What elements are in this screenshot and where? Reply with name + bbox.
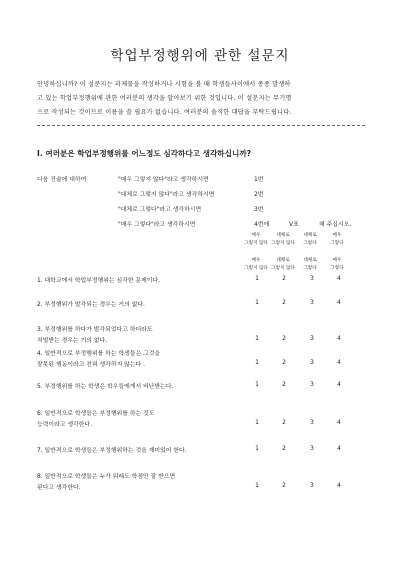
check-mark-label: V표 <box>289 222 299 228</box>
instruction-option-1-number: 1번 <box>254 177 264 183</box>
instruction-option-2: "대체로 그렇지 않다"라고 생각하시면 <box>118 192 215 198</box>
instruction-option-3: "대체로 그렇다"라고 생각하시면 <box>118 207 202 213</box>
question-text: 1. 대학교에서 학업부정행위는 심각한 문제이다. <box>37 278 161 284</box>
scale-header-line: 그렇다 <box>330 241 344 246</box>
rating-option-1[interactable]: 1 <box>255 336 259 342</box>
scale-header-line: 대체로 <box>276 258 290 263</box>
question-text: 7. 일반적으로 학생들은 부정행위하는 것을 재미있어 한다. <box>37 448 187 454</box>
scale-header-line: 대체로 <box>276 233 290 238</box>
question-text: 처벌받는 경우는 거의 없다. <box>37 338 108 344</box>
rating-option-1[interactable]: 1 <box>255 420 259 426</box>
rating-option-4[interactable]: 4 <box>337 276 341 282</box>
rating-option-4[interactable]: 4 <box>337 336 341 342</box>
scale-header-line: 그렇다 <box>330 266 344 271</box>
scale-header-line: 매우 <box>332 258 342 263</box>
question-text: 8. 일반적으로 학생들은 누가 뭐래도 학점만 잘 받으면 <box>37 474 176 480</box>
instruction-option-4: "매우 그렇다"라고 생각하시면 <box>118 222 196 228</box>
rating-option-2[interactable]: 2 <box>282 483 286 489</box>
instruction-option-2-number: 2번 <box>254 192 264 198</box>
scale-header-line: 매우 <box>251 258 261 263</box>
scale-header-line: 매우 <box>251 233 261 238</box>
intro-line: 고 있는 학업부정행위에 관한 여러분의 생각을 알아보기 위한 것입니다. 이 설문지는 무기명 <box>37 95 292 102</box>
question-text: 2. 부정행위가 발각되는 경우는 거의 없다. <box>37 302 145 308</box>
rating-option-4[interactable]: 4 <box>337 446 341 452</box>
rating-option-2[interactable]: 2 <box>282 446 286 452</box>
instruction-option-3-number: 3번 <box>254 207 264 213</box>
scale-header-line: 대체로 <box>303 258 317 263</box>
rating-option-1[interactable]: 1 <box>255 382 259 388</box>
rating-option-4[interactable]: 4 <box>337 360 341 366</box>
rating-option-2[interactable]: 2 <box>282 360 286 366</box>
question-text: 능력이라고 생각한다. <box>37 422 92 428</box>
intro-line: 안녕하십니까? 이 설문지는 과제물을 작성하거나 시험을 볼 때 학생들사이에서 종종 발생하 <box>37 81 291 88</box>
rating-option-4[interactable]: 4 <box>337 420 341 426</box>
instruction-tail: 해 주십시오. <box>319 222 352 228</box>
instruction-lead: 다음 진술에 대하여 <box>37 177 87 183</box>
rating-option-1[interactable]: 1 <box>255 446 259 452</box>
scale-header-3 <box>295 257 325 273</box>
scale-header-4 <box>322 257 352 273</box>
rating-option-1[interactable]: 1 <box>255 483 259 489</box>
rating-option-2[interactable]: 2 <box>282 300 286 306</box>
scale-header-4 <box>322 232 352 248</box>
scale-header-line: 대체로 <box>303 233 317 238</box>
scale-header-line: 그렇지 않다 <box>244 266 268 271</box>
scale-header-line: 그렇다 <box>303 241 317 246</box>
rating-option-1[interactable]: 1 <box>255 300 259 306</box>
question-text: 4. 일반적으로 부정행위를 하는 학생들은 그것을 <box>37 351 161 357</box>
rating-option-4[interactable]: 4 <box>337 300 341 306</box>
rating-option-3[interactable]: 3 <box>310 360 314 366</box>
rating-option-3[interactable]: 3 <box>310 276 314 282</box>
rating-option-3[interactable]: 3 <box>310 382 314 388</box>
rating-option-2[interactable]: 2 <box>282 420 286 426</box>
question-text: 3. 부정행위를 하다가 발각되었다고 하더라도 <box>37 327 153 333</box>
scale-header-1 <box>241 232 271 248</box>
scale-header-2 <box>268 257 298 273</box>
rating-option-2[interactable]: 2 <box>282 382 286 388</box>
scale-header-2 <box>268 232 298 248</box>
scale-header-line: 매우 <box>332 233 342 238</box>
intro-line: 으로 작성되는 것이므로 이름을 쓸 필요가 없습니다. 여러분의 솔직한 대답을 부탁드립니다. <box>37 109 292 116</box>
question-text: 5. 부정행위를 하는 학생은 학우들에게서 비난받는다. <box>37 384 174 390</box>
question-text: 6. 일반적으로 학생들은 부정행위를 하는 것도 <box>37 411 155 417</box>
intro-paragraph <box>37 78 367 120</box>
rating-option-3[interactable]: 3 <box>310 420 314 426</box>
rating-option-3[interactable]: 3 <box>310 483 314 489</box>
rating-option-1[interactable]: 1 <box>255 360 259 366</box>
page-title: 학업부정행위에 관한 설문지 <box>110 48 290 64</box>
rating-option-1[interactable]: 1 <box>255 276 259 282</box>
rating-option-3[interactable]: 3 <box>310 336 314 342</box>
scale-header-line: 그렇지 않다 <box>244 241 268 246</box>
scale-header-line: 그렇다 <box>303 266 317 271</box>
scale-header-line: 그렇지 않다 <box>271 241 295 246</box>
scale-header-3 <box>295 232 325 248</box>
rating-option-4[interactable]: 4 <box>337 382 341 388</box>
rating-option-3[interactable]: 3 <box>310 446 314 452</box>
question-text: 된다고 생각한다. <box>37 485 81 491</box>
section-title: I. 여러분은 학업부정행위를 어느정도 심각하다고 생각하십니까? <box>37 149 252 158</box>
scale-header-line: 그렇지 않다 <box>271 266 295 271</box>
question-text: 잘못된 행동이라고 전혀 생각하지 않는다 . <box>37 362 145 368</box>
scale-header-1 <box>241 257 271 273</box>
rating-option-4[interactable]: 4 <box>337 483 341 489</box>
instruction-option-1: "매우 그렇지 않다"라고 생각하시면 <box>118 177 209 183</box>
rating-option-2[interactable]: 2 <box>282 276 286 282</box>
rating-option-2[interactable]: 2 <box>282 336 286 342</box>
rating-option-3[interactable]: 3 <box>310 300 314 306</box>
dashed-divider <box>37 125 365 126</box>
instruction-option-4-number: 4번에 <box>254 222 270 228</box>
